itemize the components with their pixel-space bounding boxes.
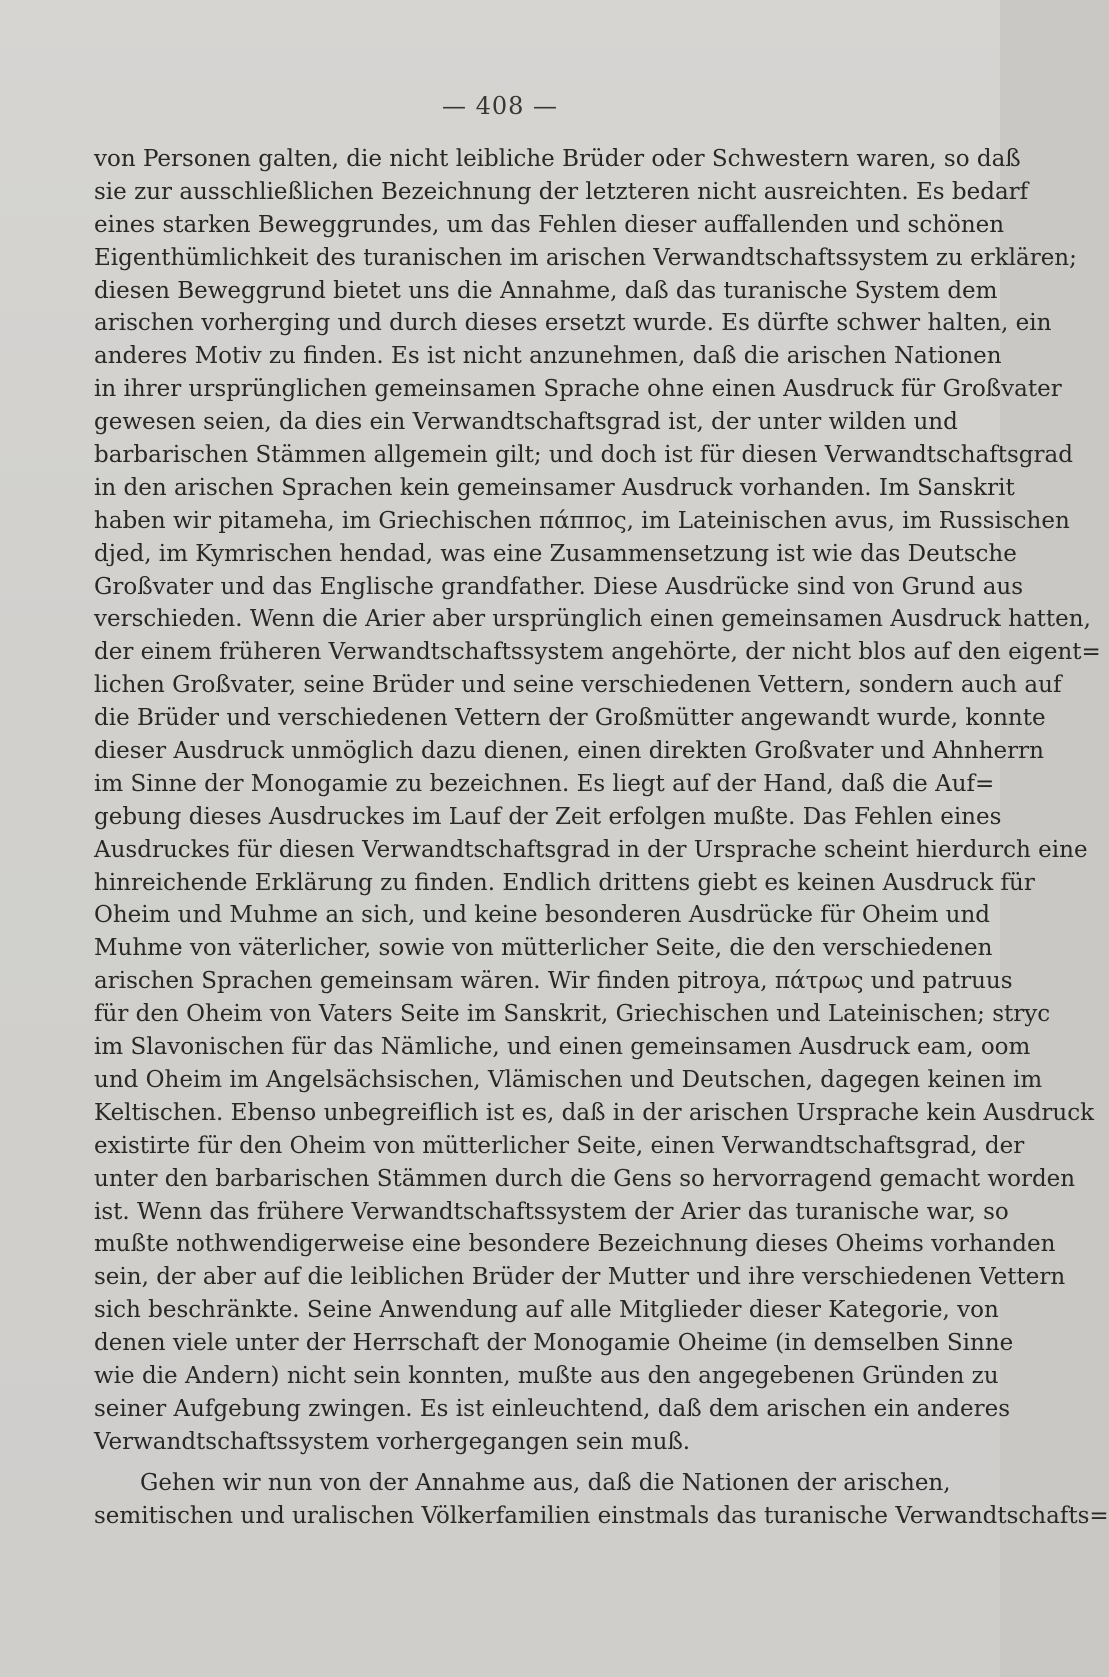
text-line: Eigenthümlichkeit des turanischen im arischen Verwandtschaftssystem zu erklären; — [94, 244, 1077, 271]
text-line: die Brüder und verschiedenen Vettern der Großmütter angewandt wurde, konnte — [94, 705, 1046, 732]
text-line: Großvater und das Englische grandfather. Diese Ausdrücke sind von Grund aus — [94, 573, 1024, 600]
text-line: diesen Beweggrund bietet uns die Annahme, daß das turanische System dem — [94, 277, 998, 304]
paragraph-gap — [94, 1459, 914, 1467]
text-line: arischen Sprachen gemeinsam wären. Wir finden pitroya, πάτρως und patruus — [94, 968, 1013, 995]
paragraph-2 — [94, 1467, 1109, 1533]
text-line: sein, der aber auf die leiblichen Brüder der Mutter und ihre verschiedenen Vettern — [94, 1264, 1066, 1291]
text-line: Keltischen. Ebenso unbegreiflich ist es, daß in der arischen Ursprache kein Ausdruck — [94, 1099, 1095, 1126]
text-line: von Personen galten, die nicht leibliche Brüder oder Schwestern waren, so daß — [94, 146, 1021, 172]
text-line: in ihrer ursprünglichen gemeinsamen Sprache ohne einen Ausdruck für Großvater — [94, 376, 1062, 403]
text-line: ist. Wenn das frühere Verwandtschaftssystem der Arier das turanische war, so — [94, 1198, 1009, 1225]
text-line: sie zur ausschließlichen Bezeichnung der letzteren nicht ausreichten. Es bedarf — [94, 178, 1029, 205]
body-text — [94, 143, 1109, 1532]
text-line: Verwandtschaftssystem vorhergegangen sein muß. — [94, 1428, 691, 1455]
page-number: — 408 — — [441, 92, 559, 120]
text-line: seiner Aufgebung zwingen. Es ist einleuchtend, daß dem arischen ein anderes — [94, 1395, 1011, 1422]
text-line: barbarischen Stämmen allgemein gilt; und doch ist für diesen Verwandtschaftsgrad — [94, 442, 1073, 469]
text-line: mußte nothwendigerweise eine besondere Bezeichnung dieses Oheims vorhanden — [94, 1231, 1056, 1258]
text-line: der einem früheren Verwandtschaftssystem angehörte, der nicht blos auf den eigent= — [94, 639, 1101, 666]
text-line: Muhme von väterlicher, sowie von mütterlicher Seite, die den verschiedenen — [94, 935, 993, 962]
text-line: dieser Ausdruck unmöglich dazu dienen, einen direkten Großvater und Ahnherrn — [94, 738, 1044, 765]
text-line: und Oheim im Angelsächsischen, Vlämischen und Deutschen, dagegen keinen im — [94, 1066, 1043, 1093]
text-line: haben wir pitameha, im Griechischen πάππος, im Lateinischen avus, im Russischen — [94, 507, 1070, 534]
text-line: anderes Motiv zu finden. Es ist nicht anzunehmen, daß die arischen Nationen — [94, 343, 1002, 370]
text-line: eines starken Beweggrundes, um das Fehlen dieser auffallenden und schönen — [94, 211, 1005, 238]
text-line: verschieden. Wenn die Arier aber ursprünglich einen gemeinsamen Ausdruck hatten, — [94, 606, 1091, 633]
text-line: gebung dieses Ausdruckes im Lauf der Zeit erfolgen mußte. Das Fehlen eines — [94, 803, 1002, 830]
text-line: unter den barbarischen Stämmen durch die Gens so hervorragend gemacht worden — [94, 1165, 1076, 1192]
text-line: wie die Andern) nicht sein konnten, mußte aus den angegebenen Gründen zu — [94, 1362, 999, 1389]
text-line: in den arischen Sprachen kein gemeinsamer Ausdruck vorhanden. Im Sanskrit — [94, 474, 1015, 501]
text-line: djed, im Kymrischen hendad, was eine Zusammensetzung ist wie das Deutsche — [94, 540, 1017, 567]
text-line: gewesen seien, da dies ein Verwandtschaftsgrad ist, der unter wilden und — [94, 409, 958, 436]
text-line: sich beschränkte. Seine Anwendung auf alle Mitglieder dieser Kategorie, von — [94, 1297, 999, 1324]
text-line: lichen Großvater, seine Brüder und seine verschiedenen Vettern, sondern auch auf — [94, 672, 1062, 699]
text-line: für den Oheim von Vaters Seite im Sanskrit, Griechischen und Lateinischen; stryc — [94, 1001, 1051, 1028]
text-line: arischen vorherging und durch dieses ersetzt wurde. Es dürfte schwer halten, ein — [94, 310, 1052, 337]
text-line: denen viele unter der Herrschaft der Monogamie Oheime (in demselben Sinne — [94, 1330, 1014, 1357]
text-line: existirte für den Oheim von mütterlicher Seite, einen Verwandtschaftsgrad, der — [94, 1132, 1025, 1159]
text-line: semitischen und uralischen Völkerfamilien einstmals das turanische Verwandtschafts= — [94, 1502, 1109, 1529]
text-line: hinreichende Erklärung zu finden. Endlich drittens giebt es keinen Ausdruck für — [94, 869, 1035, 896]
text-line: im Slavonischen für das Nämliche, und einen gemeinsamen Ausdruck eam, oom — [94, 1034, 1031, 1061]
text-line: im Sinne der Monogamie zu bezeichnen. Es liegt auf der Hand, daß die Auf= — [94, 770, 995, 797]
paragraph-1 — [94, 143, 1101, 1459]
text-line: Oheim und Muhme an sich, und keine besonderen Ausdrücke für Oheim und — [94, 902, 991, 929]
text-line: Gehen wir nun von der Annahme aus, daß die Nationen der arischen, — [140, 1469, 951, 1496]
text-line: Ausdruckes für diesen Verwandtschaftsgrad in der Ursprache scheint hierdurch eine — [94, 836, 1088, 863]
